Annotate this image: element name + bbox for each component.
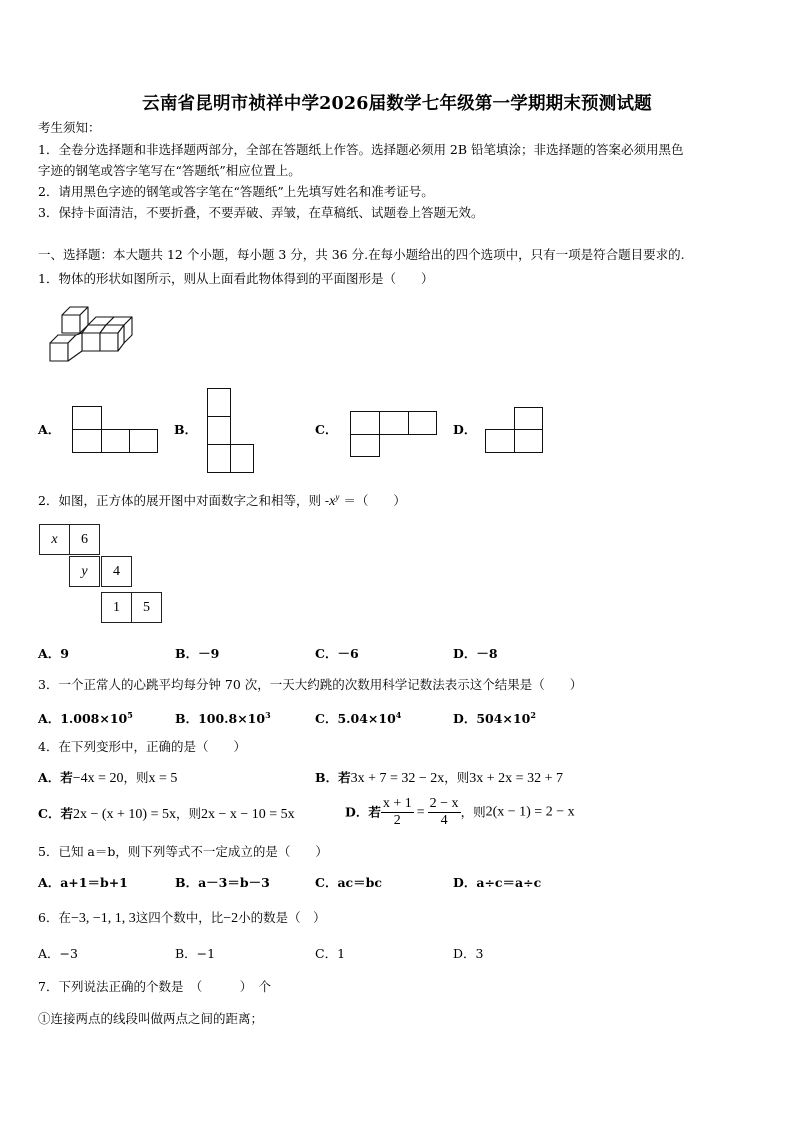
q1-option-d-label[interactable]: D． [453, 422, 477, 437]
q4-option-b[interactable]: B．若3x + 7 = 32 − 2x，则3x + 2x = 32 + 7 [315, 770, 563, 786]
q4-option-d[interactable]: D．若 $\frac{x + 1}{2}$ = $\frac{2 - x}{4}$ ，则2(x − 1) = 2 − x [345, 796, 575, 828]
q1-option-c-label[interactable]: C． [315, 422, 338, 437]
q6-option-b[interactable]: B．−1 [175, 946, 216, 961]
q5-stem: 5．已知 a＝b，则下列等式不一定成立的是（ ） [38, 844, 328, 859]
q6-option-d[interactable]: D．3 [453, 946, 484, 961]
q6-option-c[interactable]: C．1 [315, 946, 346, 961]
q4-option-c[interactable]: C．若2x − (x + 10) = 5x，则2x − x − 10 = 5x [38, 806, 295, 822]
q1-option-b-label[interactable]: B． [174, 422, 198, 437]
q4-option-a[interactable]: A．若−4x = 20，则x = 5 [38, 770, 178, 786]
q3-option-a[interactable]: A．$1.008\times 10^5$ [38, 710, 133, 727]
net-cell: y [69, 556, 100, 587]
q5-option-a[interactable]: A．a+1＝b+1 [38, 875, 128, 890]
fraction: $\frac{x + 1}{2}$ [382, 796, 412, 828]
q2-option-b[interactable]: B．－9 [175, 646, 220, 661]
q1-option-a-label[interactable]: A． [38, 422, 61, 437]
net-cell: 6 [69, 524, 100, 555]
q3-option-b[interactable]: B．$100.8\times 10^3$ [175, 710, 271, 727]
net-cell: x [39, 524, 70, 555]
net-cell: 5 [131, 592, 162, 623]
notice-heading: 考生须知： [38, 120, 101, 135]
q5-option-c[interactable]: C．ac＝bc [315, 875, 383, 890]
q7-item-1: ①连接两点的线段叫做两点之间的距离； [38, 1011, 264, 1026]
q7-stem: 7．下列说法正确的个数是 （ ） 个 [38, 979, 271, 994]
notice-line-1b: 字迹的钢笔或答字笔写在“答题纸”相应位置上。 [38, 163, 301, 178]
notice-line-2: 2．请用黑色字迹的钢笔或答字笔在“答题纸”上先填写姓名和准考证号。 [38, 184, 434, 199]
notice-line-1a: 1．全卷分选择题和非选择题两部分，全部在答题纸上作答。选择题必须用 2B 铅笔填涂；非选择题的答案必须用黑色 [38, 142, 684, 157]
net-cell: 1 [101, 592, 132, 623]
fraction: $\frac{2 - x}{4}$ [429, 796, 459, 828]
q5-option-b[interactable]: B．a－3＝b－3 [175, 875, 270, 890]
q3-stem: 3．一个正常人的心跳平均每分钟 70 次，一天大约跳的次数用科学记数法表示这个结果是（ ） [38, 677, 583, 692]
q2-option-a[interactable]: A．9 [38, 646, 69, 661]
q3-option-c[interactable]: C．$5.04\times 10^4$ [315, 710, 402, 727]
q3-option-d[interactable]: D．$504\times 10^2$ [453, 710, 536, 727]
q1-solid-figure [44, 303, 140, 367]
q2-option-d[interactable]: D．－8 [453, 646, 498, 661]
page-title: 云南省昆明市祯祥中学2026届数学七年级第一学期期末预测试题 [142, 94, 652, 114]
q6-stem: 6．在−3, −1, 1, 3这四个数中，比−2小的数是（ ） [38, 910, 326, 926]
notice-line-3: 3．保持卡面清洁，不要折叠，不要弄破、弄皱，在草稿纸、试题卷上答题无效。 [38, 205, 484, 220]
q4-stem: 4．在下列变形中，正确的是（ ） [38, 739, 246, 754]
q5-option-d[interactable]: D．a÷c＝a÷c [453, 875, 542, 890]
q1-stem: 1．物体的形状如图所示，则从上面看此物体得到的平面图形是（ ） [38, 271, 434, 286]
net-cell: 4 [101, 556, 132, 587]
q2-stem: 2．如图，正方体的展开图中对面数字之和相等，则 $-x^y$ ＝（ ） [38, 492, 406, 510]
section-heading: 一、选择题：本大题共 12 个小题，每小题 3 分，共 36 分.在每小题给出的四个选项中，只有一项是符合题目要求的. [38, 247, 685, 262]
q2-option-c[interactable]: C．－6 [315, 646, 359, 661]
q6-option-a[interactable]: A．−3 [38, 946, 78, 961]
